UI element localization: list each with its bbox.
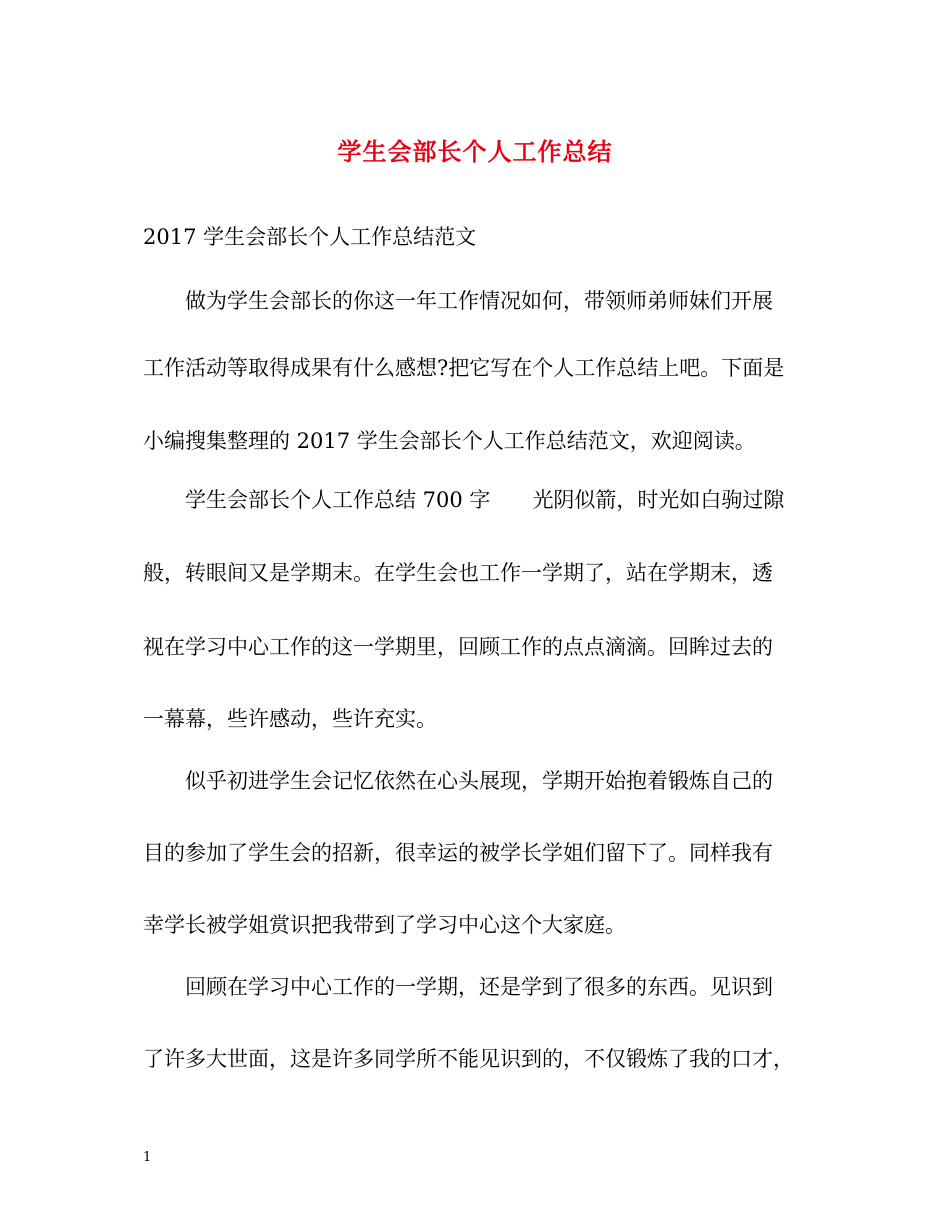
document-subtitle: 2017 学生会部长个人工作总结范文: [143, 225, 477, 249]
paragraph-line: 了许多大世面，这是许多同学所不能见识到的，不仅锻炼了我的口才，: [143, 1047, 794, 1071]
paragraph-line: 做为学生会部长的你这一年工作情况如何，带领师弟师妹们开展: [185, 289, 773, 313]
paragraph-line: 小编搜集整理的 2017 学生会部长个人工作总结范文，欢迎阅读。: [143, 429, 756, 453]
page-number: 1: [143, 1150, 152, 1165]
paragraph-line: 似乎初进学生会记忆依然在心头展现，学期开始抱着锻炼自己的: [185, 769, 773, 793]
section-heading: 学生会部长个人工作总结 700 字: [185, 488, 491, 512]
paragraph-line: 回顾在学习中心工作的一学期，还是学到了很多的东西。见识到: [185, 975, 773, 999]
paragraph-line: 一幕幕，些许感动，些许充实。: [143, 707, 437, 731]
paragraph-line: 视在学习中心工作的这一学期里，回顾工作的点点滴滴。回眸过去的: [143, 635, 773, 659]
paragraph-line: 般，转眼间又是学期末。在学生会也工作一学期了，站在学期末，透: [143, 561, 773, 585]
paragraph-line: 目的参加了学生会的招新，很幸运的被学长学姐们留下了。同样我有: [143, 841, 773, 865]
paragraph-line: 幸学长被学姐赏识把我带到了学习中心这个大家庭。: [143, 913, 626, 937]
paragraph-line: [185, 483, 784, 517]
document-title: 学生会部长个人工作总结: [337, 137, 613, 166]
paragraph-text: 光阴似箭，时光如白驹过隙: [532, 488, 785, 512]
paragraph-line: 工作活动等取得成果有什么感想?把它写在个人工作总结上吧。下面是: [143, 356, 785, 380]
